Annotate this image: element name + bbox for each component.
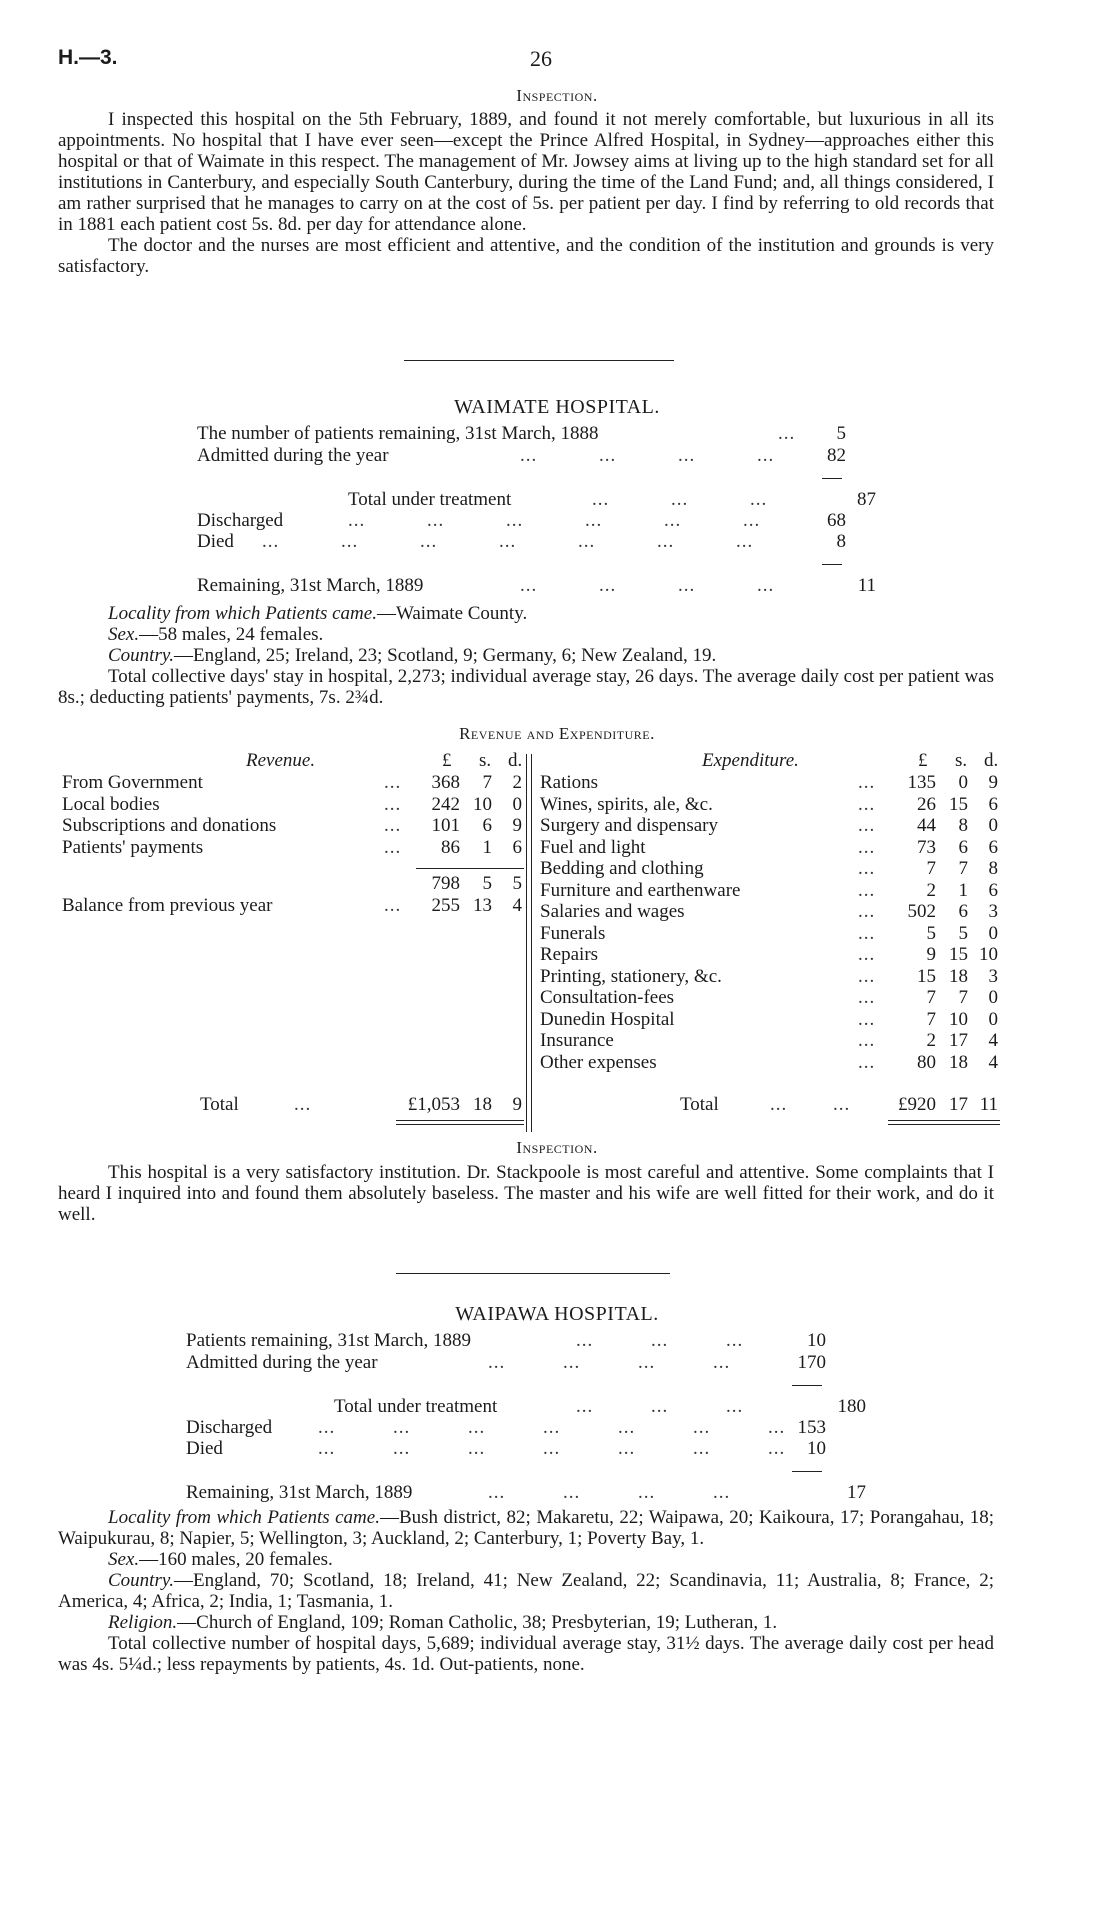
revenue-total-pence: 9 (512, 1094, 522, 1115)
stat-label: Admitted during the year (186, 1352, 378, 1373)
section-divider (396, 1273, 670, 1274)
leader-dots: ... (858, 944, 876, 965)
leader-dots: ... (384, 836, 402, 858)
expenditure-item-shillings: 6 (958, 901, 968, 922)
expenditure-item-shillings: 18 (949, 1051, 968, 1073)
expenditure-item-label: Surgery and dispensary (540, 815, 719, 836)
expenditure-item-pounds: 80 (917, 1051, 936, 1073)
expenditure-item-shillings: 1 (958, 879, 968, 901)
waipawa-details (58, 1507, 994, 1675)
stat-value: 180 (837, 1396, 866, 1417)
revenue-item-label: Subscriptions and donations (62, 815, 277, 836)
inspection-heading: Inspection. (516, 86, 598, 105)
stat-value: 82 (827, 445, 846, 466)
revenue-item-pence: 0 (512, 793, 522, 815)
stat-value: 8 (836, 531, 846, 552)
leader-dots: ... (858, 987, 876, 1008)
expenditure-item-label: Other expenses (540, 1051, 657, 1073)
revenue-item-shillings: 7 (482, 772, 492, 793)
expenditure-item-label: Bedding and clothing (540, 858, 704, 879)
expenditure-item-shillings: 8 (958, 815, 968, 836)
leader-dots: ... (858, 836, 876, 858)
waimate-title: WAIMATE HOSPITAL. (454, 396, 660, 418)
locality-line: Locality from which Patients came.—Waimate County. (108, 603, 528, 624)
expenditure-item-pence: 0 (988, 922, 998, 944)
stat-label: The number of patients remaining, 31st March, 1888 (197, 423, 599, 444)
expenditure-total-shillings: 17 (949, 1094, 968, 1115)
expenditure-item-pounds: 2 (926, 1030, 936, 1051)
balance-pounds: 255 (431, 895, 460, 916)
balance-shillings: 13 (473, 895, 492, 916)
leader-dots: ... (858, 879, 876, 901)
expenditure-item-label: Salaries and wages (540, 901, 685, 922)
expenditure-item-label: Funerals (540, 922, 606, 944)
balance-label: Balance from previous year (62, 895, 273, 916)
col-pounds: £ (442, 750, 452, 771)
stat-label: Remaining, 31st March, 1889 (186, 1482, 413, 1503)
expenditure-item-pence: 0 (988, 1008, 998, 1030)
stat-label: Total under treatment (334, 1396, 498, 1417)
stat-value: 5 (836, 423, 846, 444)
revenue-item-pounds: 242 (431, 793, 460, 815)
expenditure-item-pounds: 135 (907, 772, 936, 793)
expenditure-item-shillings: 10 (949, 1008, 968, 1030)
expenditure-item-pence: 3 (988, 965, 998, 987)
revenue-item-label: From Government (62, 772, 203, 793)
stat-value: 68 (827, 510, 846, 531)
expenditure-item-pence: 6 (988, 793, 998, 815)
expenditure-item-shillings: 15 (949, 793, 968, 815)
stat-label: Remaining, 31st March, 1889 (197, 575, 424, 596)
revenue-item-shillings: 1 (482, 836, 492, 858)
stat-value: 17 (847, 1482, 866, 1503)
revenue-item-pounds: 368 (431, 772, 460, 793)
inspection-paragraph-1: I inspected this hospital on the 5th February, 1889, and found it not merely comfortable, but luxurious in all its appointments. No hospital that I have ever seen—except the Prince Alfred Hospital, in Sydney—approaches either this hospital or that of Waimate in this respect. The management of Mr. Jowsey aims at living up to the high standard set for all institutions in Canterbury, and especially South Canterbury, during the time of the Land Fund; and, all things considered, I am rather surprised that he manages to carry on at the cost of 5s. per patient per day. I find by referring to old records that in 1881 each patient cost 5s. 8d. per day for attendance alone. (58, 109, 994, 235)
revenue-total-shillings: 18 (473, 1094, 492, 1115)
expenditure-total-pounds: £920 (898, 1094, 936, 1115)
col-pence: d. (508, 750, 523, 771)
expenditure-item-pence: 6 (988, 836, 998, 858)
leader-dots: ... (384, 793, 402, 815)
leader-dots: ... (858, 922, 876, 944)
revenue-item-shillings: 6 (482, 815, 492, 836)
revenue-item-label: Patients' payments (62, 836, 204, 858)
finance-heading: Revenue and Expenditure. (459, 724, 655, 743)
document-page: H.—3. 26 Inspection. I inspected this hospital on the 5th February, 1889, and found it not merely comfortable, but luxurious in all its appointments. No hospital that I have ever seen—except the Prince Alfred Hospital, in Sydney—approaches either this hospital or that of Waimate in this respect. The management of Mr. Jowsey aims at living up to the high standard set for all institutions in Canterbury, and especially South Canterbury, during the time of the Land Fund; and, all things considered, I am rather surprised that he manages to carry on at the cost of 5s. per patient per day. I find by referring to old records that in 1881 each patient cost 5s. 8d. per day for attendance alone. The doctor and the nurses are most efficient and attentive, and the condition of the institution and grounds is very satisfactory. WAIMATE HOSPITAL. The number of patients remaining, 31st March, 1888 ... 5 Admitted during the year ... ... ... ... 82 Total under treatment ... ... ... 87 Discharged ... ... ... ... ... ... 68 Died ... ... ... ... ... ... ... 8 Remaining, 31st March, 1889 ... ... ... ... 11 Locality from which Patients came.—Waimate County. Sex.—58 males, 24 females. Country.—England, 25; Ireland, 23; Scotland, 9; Germany, 6; New Zealand, 19. Total collective days' stay in hospital, 2,273; individual average stay, 26 days. The average daily cost per patient was 8s.; deducting patients' payments, 7s. 2¾d. Revenue and Expenditure. Revenue. £ s. d. Expenditure. £ s. d. From Government ... 368 7 2 Local bodies ... 242 10 0 Subscriptions and donations ... 101 6 9 Patients' payments ... 86 1 6 Rations ... 135 0 9 Wines, spirits, ale, &c. ... 26 15 6 Surgery and dispensary ... 44 8 0 Fuel and light ... 73 6 6 Bedding and clothing ... 7 7 8 Furniture and earthenware ... 2 1 6 Salaries and wages ... 502 6 3 Funerals ... 5 5 0 Repairs ... 9 15 10 Printing, stationery, &c. ... 15 18 3 Consultation-fees ... 7 7 0 Dunedin Hospital ... 7 10 0 Insurance ... 2 17 4 Other expenses ... 80 18 4 798 5 5 Balance from previous year ... 255 13 4 Total ... £1,053 18 9 Total ... ... £920 17 11 Inspection. This hospital is a very satisfactory institution. Dr. Stackpoole is most careful and attentive. Some complaints that I heard I inquired into and found them absolutely baseless. The master and his wife are well fitted for their work, and do it well. WAIPAWA HOSPITAL. Patients remaining, 31st March, 1889 ... ... ... 10 Admitted during the year ... ... ... ... 170 Total under treatment ... ... ... 180 Discharged ... ... ... ... ... ... ... 153 Died ... ... ... ... ... ... ... 10 Remaining, 31st March, 1889 ... ... ... ... 17 Locality from which Patients came.—Bush district, 82; Makaretu, 22; Waipawa, 20; Kaikoura, 17; Porangahau, 18; Waipukurau, 8; Napier, 5; Wellington, 3; Auckland, 2; Canterbury, 1; Poverty Bay, 1. Sex.—160 males, 20 females. Country.—England, 70; Scotland, 18; Ireland, 41; New Zealand, 22; Scandinavia, 11; Australia, 8; France, 2; America, 4; Africa, 2; India, 1; Tasmania, 1. Religion.—Church of England, 109; Roman Catholic, 38; Presbyterian, 19; Lutheran, 1. Total collective number of hospital days, 5,689; individual average stay, 31½ days. The average daily cost per head was 4s. 5¼d.; less repayments by patients, 4s. 1d. Out-patients, none. (0, 0, 1114, 1905)
revenue-item-pounds: 101 (431, 815, 460, 836)
stat-label: Total under treatment (348, 489, 512, 510)
stat-label: Died (197, 531, 234, 552)
revenue-item-pence: 2 (512, 772, 522, 793)
waimate-inspection-heading: Inspection. (516, 1138, 598, 1157)
revenue-subtotal-pence: 5 (512, 873, 522, 894)
expenditure-item-pounds: 502 (907, 901, 936, 922)
inspection-paragraph-2: The doctor and the nurses are most efficient and attentive, and the condition of the institution and grounds is very satisfactory. (58, 235, 994, 277)
expenditure-item-label: Repairs (540, 944, 599, 965)
waimate-inspection-text: This hospital is a very satisfactory institution. Dr. Stackpoole is most careful and attentive. Some complaints that I heard I inquired into and found them absolutely baseless. The master and his wife are well fitted for their work, and do it well. (58, 1162, 994, 1225)
stat-label: Discharged (186, 1417, 273, 1438)
leader-dots: ... (858, 965, 876, 987)
revenue-item-pence: 6 (512, 836, 522, 858)
column-separator (531, 754, 532, 1132)
leader-dots: ... (858, 793, 876, 815)
expenditure-item-label: Furniture and earthenware (540, 879, 741, 901)
stat-label: Discharged (197, 510, 284, 531)
expenditure-item-pence: 3 (988, 901, 998, 922)
expenditure-item-pounds: 9 (926, 944, 936, 965)
religion-line: Religion.—Church of England, 109; Roman Catholic, 38; Presbyterian, 19; Lutheran, 1. (108, 1612, 778, 1633)
revenue-item-label: Local bodies (62, 793, 160, 815)
country-line: Country.—England, 70; Scotland, 18; Ireland, 41; New Zealand, 22; Scandinavia, 11; Australia, 8; France, 2; America, 4; Africa, 2; India, 1; Tasmania, 1. (58, 1570, 994, 1612)
expenditure-item-label: Dunedin Hospital (540, 1008, 675, 1030)
expenditure-item-shillings: 18 (949, 965, 968, 987)
expenditure-item-label: Rations (540, 772, 599, 793)
finance-table: Revenue. £ s. d. Expenditure. £ s. d. From Government ... 368 7 2 Local bodies ... 242 10 0 Subscriptions and donations ... 101 6 9 Patients' payments ... 86 1 6 Rations ... 135 0 9 Wines, spirits, ale, &c. ... 26 15 6 Surgery and dispensary ... 44 8 0 Fuel and light ... 73 6 6 Bedding and clothing ... 7 7 8 Furniture and earthenware ... 2 1 6 Salaries and wages ... 502 6 3 Funerals ... 5 5 0 Repairs ... 9 15 10 Printing, stationery, &c. ... 15 18 3 Consultation-fees ... 7 7 0 Dunedin Hospital ... 7 10 0 Insurance ... 2 17 4 Other expenses ... 80 18 4 798 5 5 Balance from previous year ... 255 13 4 Total ... £1,053 18 9 Total ... ... £920 17 11 (0, 0, 1114, 1905)
expenditure-item-pence: 9 (988, 772, 998, 793)
expenditure-header: Expenditure. (702, 750, 799, 771)
expenditure-item-pence: 0 (988, 815, 998, 836)
expenditure-item-pence: 0 (988, 987, 998, 1008)
expenditure-item-pence: 10 (979, 944, 998, 965)
expenditure-item-pounds: 73 (917, 836, 936, 858)
stay-line: Total collective number of hospital days, 5,689; individual average stay, 31½ days. The average daily cost per head was 4s. 5¼d.; less repayments by patients, 4s. 1d. Out-patients, none. (58, 1633, 994, 1675)
leader-dots: ... (858, 1008, 876, 1030)
leader-dots: ... (384, 815, 402, 836)
revenue-item-pence: 9 (512, 815, 522, 836)
stat-value: 170 (797, 1352, 826, 1373)
expenditure-item-shillings: 7 (958, 987, 968, 1008)
leader-dots: ... (858, 815, 876, 836)
stat-label: Patients remaining, 31st March, 1889 (186, 1330, 471, 1351)
expenditure-item-label: Printing, stationery, &c. (540, 965, 722, 987)
expenditure-item-shillings: 17 (949, 1030, 968, 1051)
leader-dots: ... (858, 858, 876, 879)
stat-value: 87 (857, 489, 876, 510)
col-pence: d. (984, 750, 999, 771)
page-number: 26 (530, 46, 552, 71)
expenditure-item-pounds: 26 (917, 793, 936, 815)
revenue-item-pounds: 86 (441, 836, 460, 858)
stat-value: 153 (797, 1417, 826, 1438)
country-line: Country.—England, 25; Ireland, 23; Scotland, 9; Germany, 6; New Zealand, 19. (108, 645, 717, 666)
expenditure-item-shillings: 6 (958, 836, 968, 858)
expenditure-total-label: Total (680, 1094, 719, 1115)
leader-dots: ... (858, 1051, 876, 1073)
col-shillings: s. (479, 750, 492, 771)
revenue-subtotal-shillings: 5 (482, 873, 492, 894)
expenditure-item-shillings: 0 (958, 772, 968, 793)
expenditure-item-pounds: 7 (926, 858, 936, 879)
document-ref: H.—3. (58, 46, 118, 69)
expenditure-item-pence: 4 (988, 1030, 998, 1051)
expenditure-item-shillings: 7 (958, 858, 968, 879)
expenditure-item-pounds: 7 (926, 987, 936, 1008)
expenditure-item-pence: 6 (988, 879, 998, 901)
revenue-total-label: Total (200, 1094, 239, 1115)
expenditure-item-pence: 4 (988, 1051, 998, 1073)
expenditure-total-pence: 11 (979, 1094, 998, 1115)
sex-line: Sex.—160 males, 20 females. (108, 1549, 333, 1570)
expenditure-item-pounds: 7 (926, 1008, 936, 1030)
expenditure-item-shillings: 5 (958, 922, 968, 944)
expenditure-item-pounds: 5 (926, 922, 936, 944)
stat-label: Died (186, 1438, 223, 1459)
column-separator (526, 754, 527, 1132)
stat-label: Admitted during the year (197, 445, 389, 466)
stat-value: 10 (807, 1438, 826, 1459)
leader-dots: ... (858, 901, 876, 922)
expenditure-item-pounds: 2 (926, 879, 936, 901)
locality-line: Locality from which Patients came.—Bush district, 82; Makaretu, 22; Waipawa, 20; Kaikoura, 17; Porangahau, 18; Waipukurau, 8; Napier, 5; Wellington, 3; Auckland, 2; Canterbury, 1; Poverty Bay, 1. (58, 1507, 994, 1549)
expenditure-item-pence: 8 (988, 858, 998, 879)
balance-pence: 4 (512, 895, 522, 916)
revenue-item-shillings: 10 (473, 793, 492, 815)
sex-line: Sex.—58 males, 24 females. (108, 624, 324, 645)
expenditure-item-label: Consultation-fees (540, 987, 675, 1008)
revenue-total-pounds: £1,053 (407, 1094, 460, 1115)
revenue-subtotal-pounds: 798 (431, 873, 460, 894)
expenditure-item-pounds: 44 (917, 815, 936, 836)
expenditure-item-label: Wines, spirits, ale, &c. (540, 793, 713, 815)
expenditure-item-pounds: 15 (917, 965, 936, 987)
leader-dots: ... (858, 1030, 876, 1051)
leader-dots: ... (384, 772, 402, 793)
stat-value: 10 (807, 1330, 826, 1351)
col-shillings: s. (955, 750, 968, 771)
stay-line: Total collective days' stay in hospital, 2,273; individual average stay, 26 days. The average daily cost per patient was 8s.; deducting patients' payments, 7s. 2¾d. (58, 666, 994, 708)
expenditure-item-label: Insurance (540, 1030, 614, 1051)
stat-value: 11 (857, 575, 876, 596)
expenditure-item-shillings: 15 (949, 944, 968, 965)
waipawa-title: WAIPAWA HOSPITAL. (455, 1303, 659, 1325)
leader-dots: ... (858, 772, 876, 793)
expenditure-item-label: Fuel and light (540, 836, 646, 858)
col-pounds: £ (918, 750, 928, 771)
revenue-header: Revenue. (246, 750, 316, 771)
